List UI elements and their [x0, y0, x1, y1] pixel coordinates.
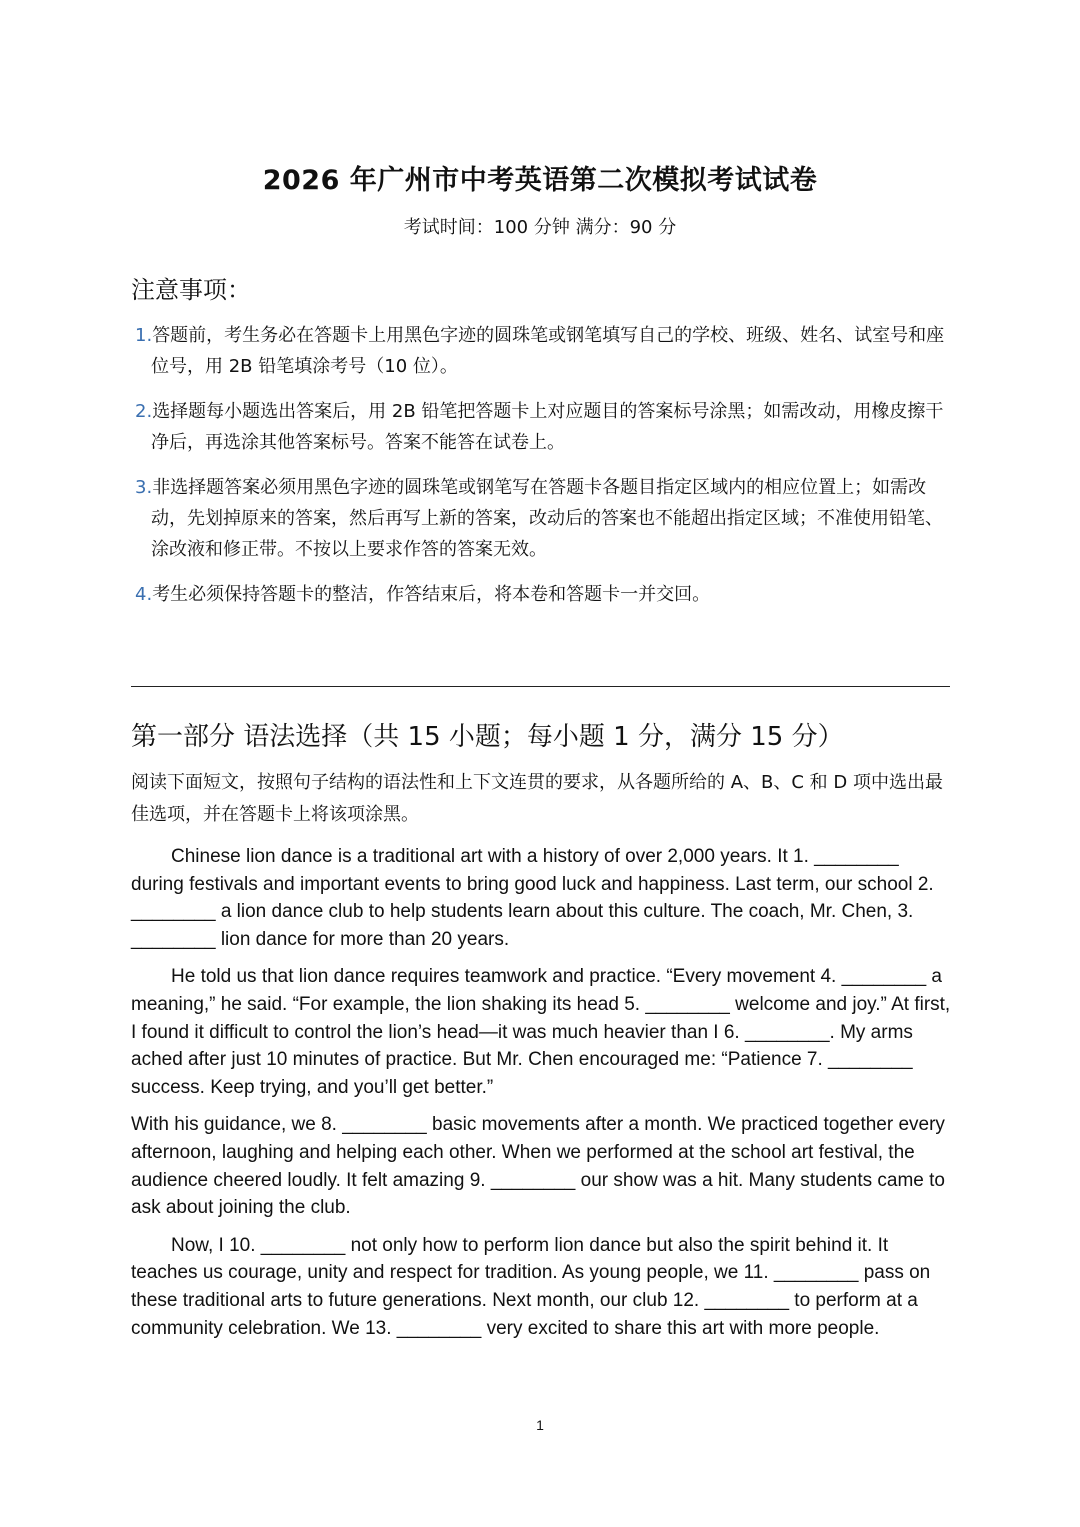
- reading-passage: [131, 843, 951, 1352]
- notice-item-number: 3.: [135, 477, 153, 498]
- notice-item: [131, 579, 951, 610]
- notice-item-text: 非选择题答案必须用黑色字迹的圆珠笔或钢笔写在答题卡各题目指定区域内的相应位置上；如需改动，先划掉原来的答案，然后再写上新的答案，改动后的答案也不能超出指定区域；不准使用铅笔、涂改液和修正带。不按以上要求作答的答案无效。: [151, 477, 943, 560]
- notice-item-text: 答题前，考生务必在答题卡上用黑色字迹的圆珠笔或钢笔填写自己的学校、班级、姓名、试室号和座位号，用 2B 铅笔填涂考号（10 位）。: [151, 325, 945, 377]
- passage-paragraph: Now, I 10. ________ not only how to perform lion dance but also the spirit behind it. It teaches us courage, unity and respect for tradition. As young people, we 11. ________ pass on these traditional arts to future generations. Next month, our club 12. ________ to perform at a community celebration. We 13. ________ very excited to share this art with more people.: [131, 1234, 931, 1339]
- notice-item-number: 2.: [135, 401, 153, 422]
- passage-paragraph: With his guidance, we 8. ________ basic movements after a month. We practiced together every afternoon, laughing and helping each other. When we performed at the school art festival, the audience cheered loudly. It felt amazing 9. ________ our show was a hit. Many students came to ask about joining the club.: [131, 1114, 945, 1219]
- page-number: 1: [536, 1417, 544, 1433]
- notice-list: [131, 320, 951, 624]
- notice-item-text: 选择题每小题选出答案后，用 2B 铅笔把答题卡上对应题目的答案标号涂黑；如需改动，用橡皮擦干净后，再选涂其他答案标号。答案不能答在试卷上。: [151, 401, 944, 453]
- section-title: 第一部分 语法选择（共 15 小题；每小题 1 分，满分 15 分）: [131, 722, 844, 752]
- exam-subtitle: 考试时间：100 分钟 满分：90 分: [403, 217, 677, 238]
- section-instructions: 阅读下面短文，按照句子结构的语法性和上下文连贯的要求，从各题所给的 A、B、C 和 D 项中选出最佳选项，并在答题卡上将该项涂黑。: [131, 772, 943, 825]
- section-divider: [131, 686, 950, 687]
- passage-paragraph: Chinese lion dance is a traditional art with a history of over 2,000 years. It 1. ________ during festivals and important events to bring good luck and happiness. Last term, our school 2. ________ a lion dance club to help students learn about this culture. The coach, Mr. Chen, 3. ________ lion dance for more than 20 years.: [131, 846, 934, 950]
- notice-heading: 注意事项：: [131, 276, 251, 304]
- notice-item: [131, 472, 951, 565]
- passage-paragraph: He told us that lion dance requires teamwork and practice. “Every movement 4. ________ a meaning,” he said. “For example, the lion shaking its head 5. ________ welcome and joy.” At first, I found it difficult to control the lion’s head—it was much heavier than I 6. ________. My arms ached after just 10 minutes of practice. But Mr. Chen encouraged me: “Patience 7. ________ success. Keep trying, and you’ll get better.”: [131, 966, 951, 1098]
- notice-item-number: 1.: [135, 325, 153, 346]
- notice-item-number: 4.: [135, 584, 153, 605]
- exam-title: 2026 年广州市中考英语第二次模拟考试试卷: [262, 165, 818, 196]
- notice-item-text: 考生必须保持答题卡的整洁，作答结束后，将本卷和答题卡一并交回。: [152, 584, 711, 605]
- notice-item: [131, 320, 951, 382]
- notice-item: [131, 396, 951, 458]
